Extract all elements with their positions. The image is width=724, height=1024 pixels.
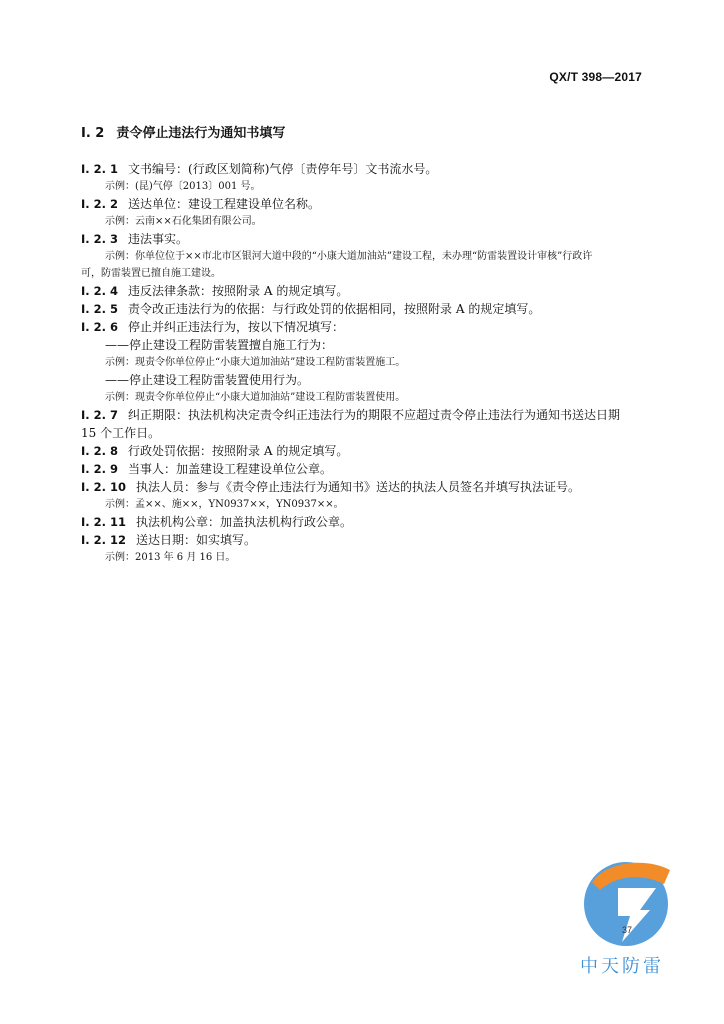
section-number: I. 2 — [81, 126, 105, 141]
clause-number: I. 2. 11 — [81, 515, 127, 529]
clause-i-2-8 — [81, 442, 643, 460]
watermark-logo-icon — [578, 852, 678, 952]
watermark-text: 中天防雷 — [580, 956, 664, 977]
section-body — [81, 160, 643, 566]
clause-i-2-4 — [81, 282, 643, 300]
clause-i-2-7 — [81, 406, 643, 424]
clause-example: 示例：孟××、施××，YN0937××，YN0937××。 — [105, 499, 344, 510]
clause-example: 示例：(昆)气停〔2013〕001 号。 — [105, 181, 261, 192]
clause-text: 执法人员：参与《责令停止违法行为通知书》送达的执法人员签名并填写执法证号。 — [136, 480, 581, 494]
clause-example-continued: 可，防雷装置已擅自施工建设。 — [81, 268, 221, 279]
clause-number: I. 2. 4 — [81, 284, 119, 298]
clause-example: 示例：现责令你单位停止“小康大道加油站”建设工程防雷装置使用。 — [105, 392, 406, 403]
document-code: QX/T 398—2017 — [549, 70, 642, 84]
clause-text: 违法事实。 — [128, 232, 189, 246]
clause-sub-item: ——停止建设工程防雷装置擅自施工行为： — [105, 338, 334, 352]
clause-number: I. 2. 5 — [81, 302, 119, 316]
clause-number: I. 2. 6 — [81, 320, 119, 334]
clause-number: I. 2. 8 — [81, 444, 119, 458]
clause-sub-item: ——停止建设工程防雷装置使用行为。 — [105, 373, 310, 387]
clause-example: 示例：你单位位于××市北市区银河大道中段的“小康大道加油站”建设工程，未办理“防雷装置设计审核”行政许 — [105, 251, 593, 262]
clause-text: 停止并纠正违法行为，按以下情况填写： — [128, 320, 345, 334]
clause-number: I. 2. 1 — [81, 162, 119, 176]
clause-i-2-6 — [81, 318, 643, 336]
clause-i-2-2 — [81, 195, 643, 213]
page-number: 37 — [622, 925, 633, 935]
clause-i-2-5 — [81, 300, 643, 318]
clause-text: 违反法律条款：按照附录 A 的规定填写。 — [128, 284, 349, 298]
clause-number: I. 2. 7 — [81, 408, 119, 422]
clause-i-2-9 — [81, 460, 643, 478]
clause-text: 送达单位：建设工程建设单位名称。 — [128, 197, 321, 211]
clause-number: I. 2. 9 — [81, 462, 119, 476]
clause-text-continued: 15 个工作日。 — [81, 426, 161, 440]
clause-example: 示例：云南××石化集团有限公司。 — [105, 216, 262, 227]
clause-i-2-10 — [81, 478, 643, 496]
section-heading — [81, 122, 285, 141]
clause-i-2-3 — [81, 230, 643, 248]
clause-number: I. 2. 12 — [81, 533, 127, 547]
section-title-text: 责令停止违法行为通知书填写 — [116, 126, 286, 141]
clause-i-2-1 — [81, 160, 643, 178]
clause-i-2-11 — [81, 513, 643, 531]
clause-text: 文书编号：(行政区划简称)气停〔责停年号〕文书流水号。 — [128, 162, 438, 176]
clause-number: I. 2. 10 — [81, 480, 127, 494]
clause-text: 行政处罚依据：按照附录 A 的规定填写。 — [128, 444, 349, 458]
clause-number: I. 2. 3 — [81, 232, 119, 246]
clause-number: I. 2. 2 — [81, 197, 119, 211]
clause-example: 示例：2013 年 6 月 16 日。 — [105, 552, 236, 563]
clause-text: 纠正期限：执法机构决定责令纠正违法行为的期限不应超过责令停止违法行为通知书送达日期 — [128, 408, 621, 422]
clause-example: 示例：现责令你单位停止“小康大道加油站”建设工程防雷装置施工。 — [105, 357, 406, 368]
clause-text: 执法机构公章：加盖执法机构行政公章。 — [136, 515, 353, 529]
clause-text: 责令改正违法行为的依据：与行政处罚的依据相同，按照附录 A 的规定填写。 — [128, 302, 541, 316]
clause-i-2-12 — [81, 531, 643, 549]
clause-text: 送达日期：如实填写。 — [136, 533, 257, 547]
clause-text: 当事人：加盖建设工程建设单位公章。 — [128, 462, 333, 476]
